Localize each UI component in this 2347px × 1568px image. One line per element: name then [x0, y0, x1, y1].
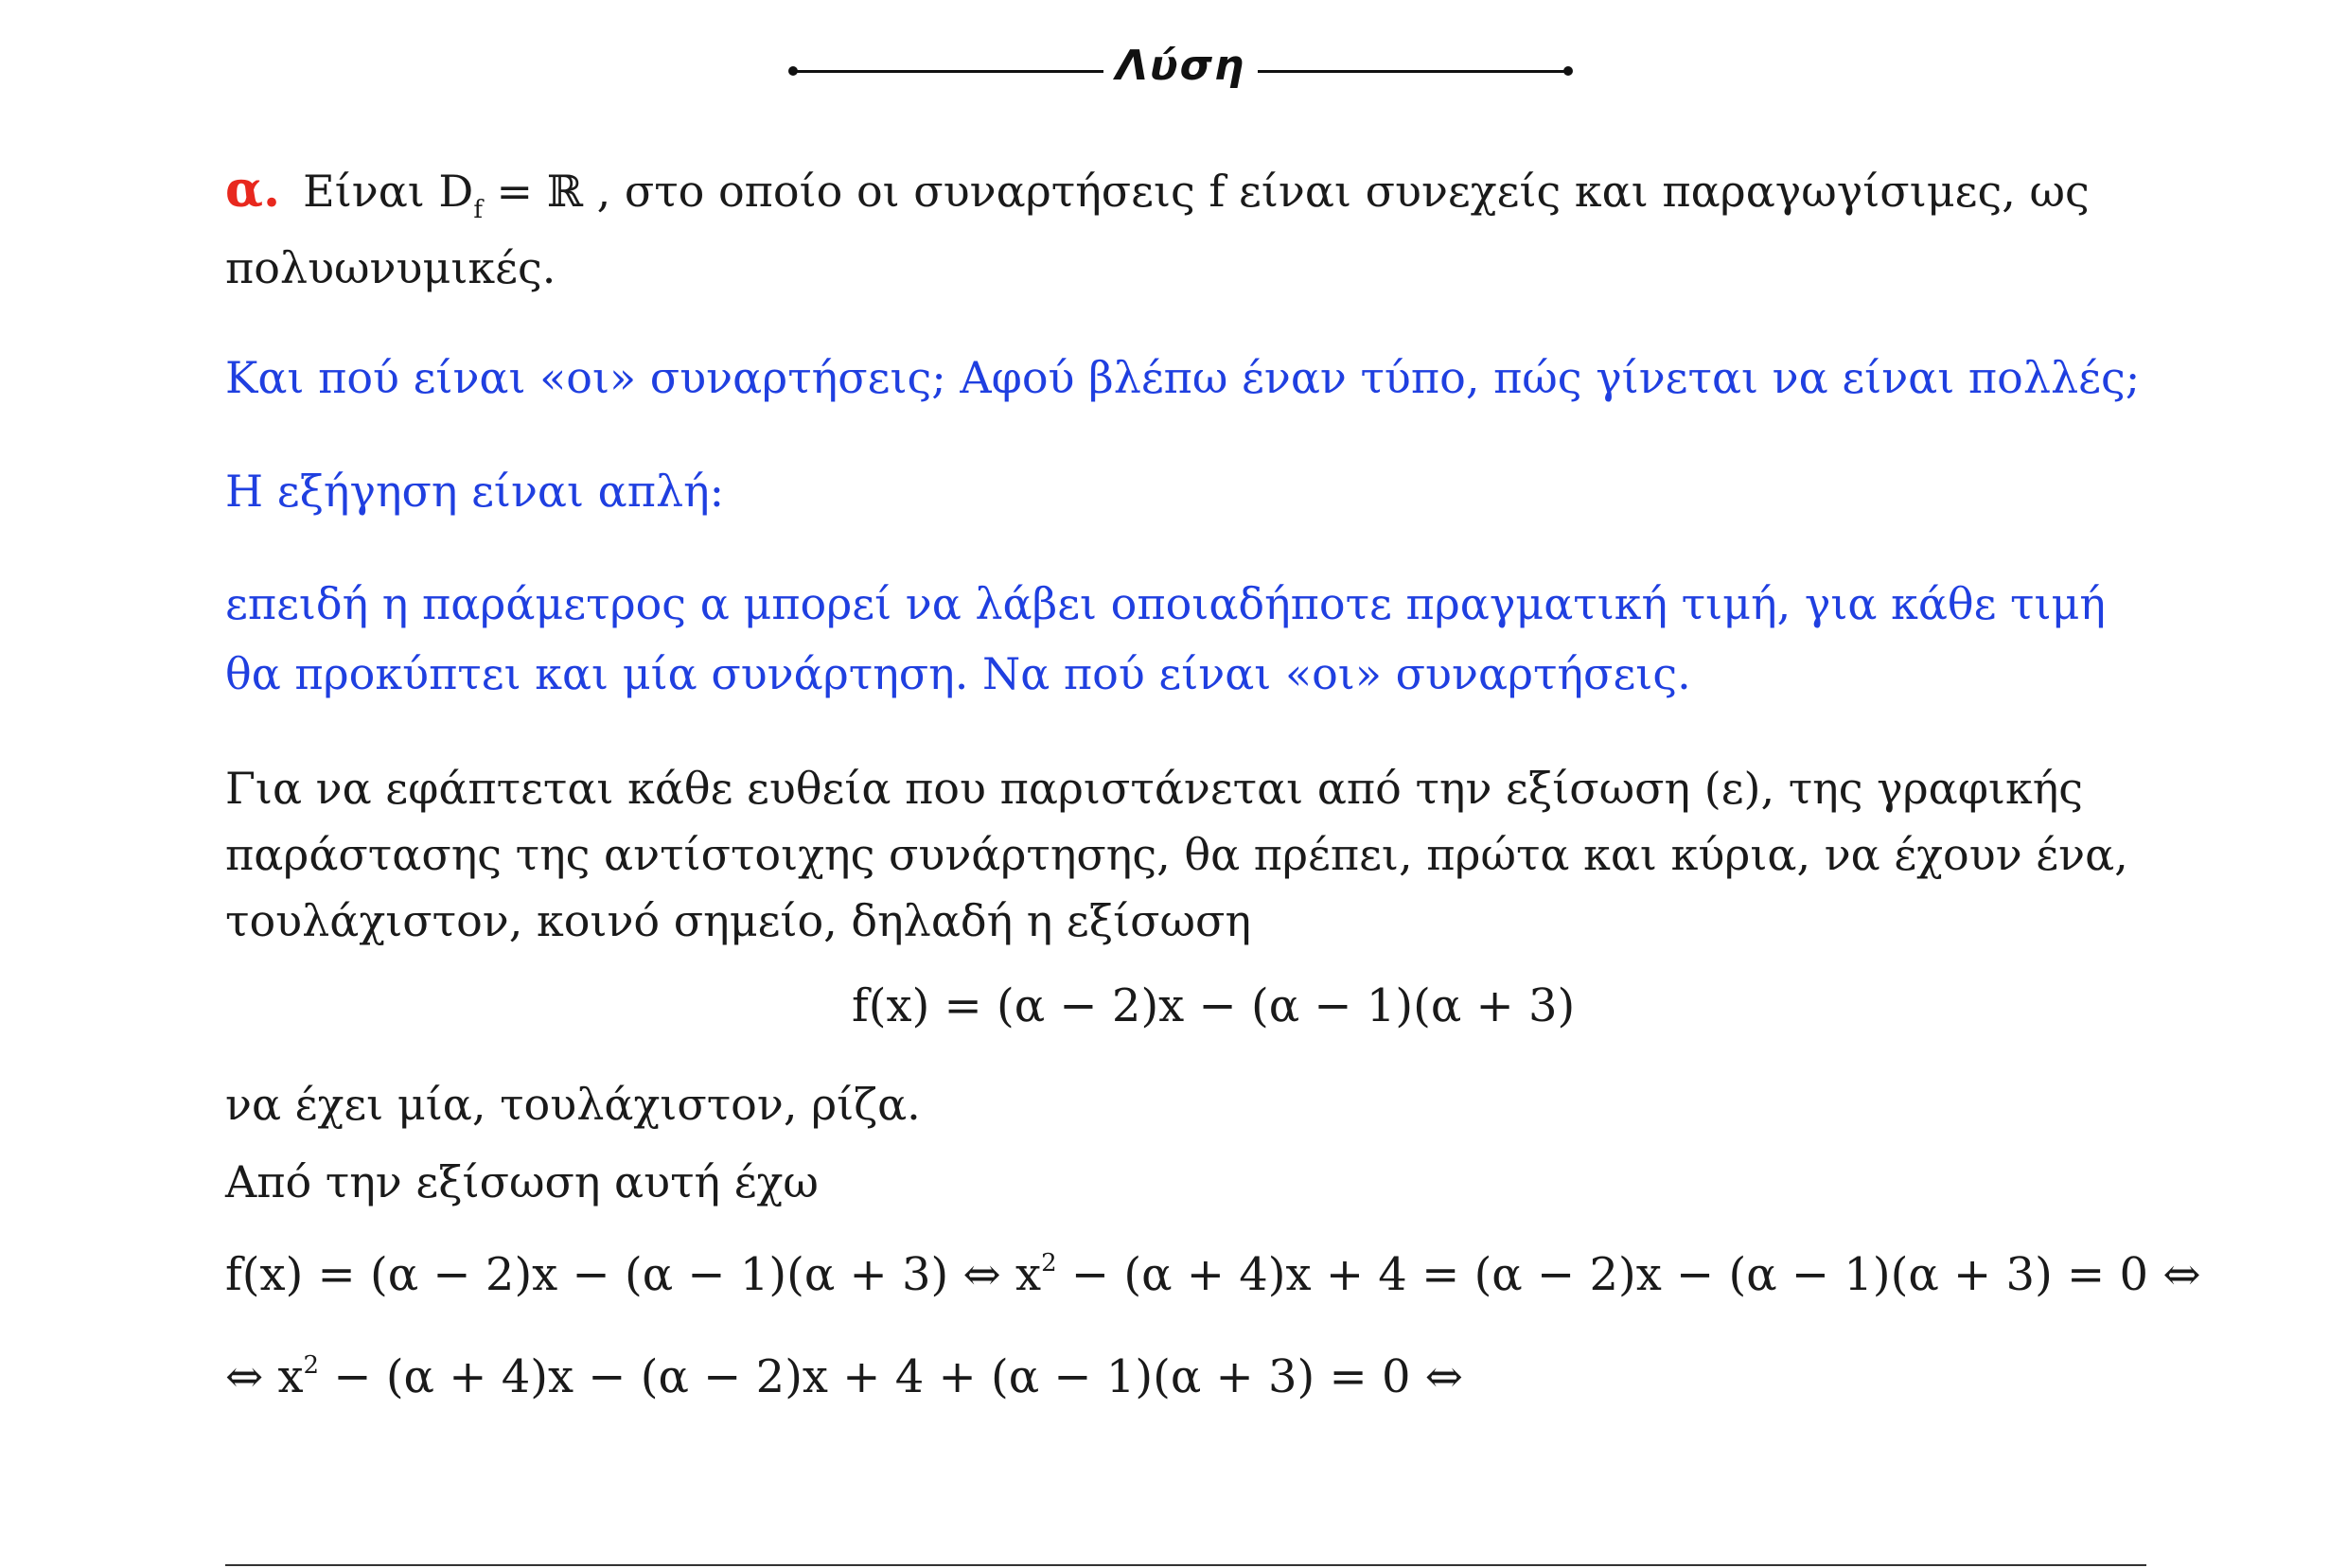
solution-title: Λύση: [1115, 42, 1246, 90]
para1-line-2: παράστασης της αντίστοιχης συνάρτησης, θα πρέπει, πρώτα και κύρια, να έχουν ένα,: [225, 829, 2128, 880]
header-left-rule: [793, 70, 1103, 73]
page-bottom-rule: [225, 1564, 2146, 1566]
solution-header: [0, 36, 2347, 102]
derivation-2-exponent: 2: [303, 1351, 320, 1380]
part-a-line-1: [225, 155, 2156, 234]
derivation-2-part-b: − (α + 4)x − (α − 2)x + 4 + (α − 1)(α + 3) = 0 ⇔: [319, 1350, 1464, 1403]
para1-line-1: Για να εφάπτεται κάθε ευθεία που παριστάνεται από την εξίσωση (ε), της γραφικής: [225, 763, 2084, 814]
centered-equation: f(x) = (α − 2)x − (α − 1)(α + 3): [852, 979, 1576, 1032]
header-right-dot: [1563, 66, 1573, 76]
para1-line-3: τουλάχιστον, κοινό σημείο, δηλαδή η εξίσωση: [225, 895, 1252, 946]
derivation-1-exponent: 2: [1041, 1249, 1057, 1277]
part-a-label: α.: [225, 161, 281, 219]
part-a-text-post: = ℝ , στο οποίο οι συναρτήσεις f είναι συνεχείς και παραγωγίσιμες, ως: [482, 166, 2090, 217]
para2-line-1: να έχει μία, τουλάχιστον, ρίζα.: [225, 1079, 921, 1130]
derivation-2-part-a: ⇔ x: [225, 1350, 304, 1403]
part-a-line-2: πολυωνυμικές.: [225, 242, 556, 293]
blue-question: Και πού είναι «οι» συναρτήσεις; Αφού βλέπω έναν τύπο, πώς γίνεται να είναι πολλές;: [225, 352, 2141, 403]
derivation-1-part-a: f(x) = (α − 2)x − (α − 1)(α + 3) ⇔ x: [225, 1248, 1042, 1301]
domain-subscript: f: [473, 196, 483, 224]
header-right-rule: [1258, 70, 1570, 73]
derivation-1-part-b: − (α + 4)x + 4 = (α − 2)x − (α − 1)(α + 3) = 0 ⇔: [1056, 1248, 2201, 1301]
blue-explanation-line-1: επειδή η παράμετρος α μπορεί να λάβει οποιαδήποτε πραγματική τιμή, για κάθε τιμή: [225, 578, 2106, 629]
part-a-text-pre: Είναι D: [303, 166, 474, 217]
derivation-line-1: [225, 1240, 2201, 1317]
blue-explanation-intro: Η εξήγηση είναι απλή:: [225, 466, 725, 517]
derivation-line-2: [225, 1342, 1463, 1419]
blue-explanation-line-2: θα προκύπτει και μία συνάρτηση. Να πού είναι «οι» συναρτήσεις.: [225, 648, 1691, 699]
para2-line-2: Από την εξίσωση αυτή έχω: [225, 1156, 819, 1207]
